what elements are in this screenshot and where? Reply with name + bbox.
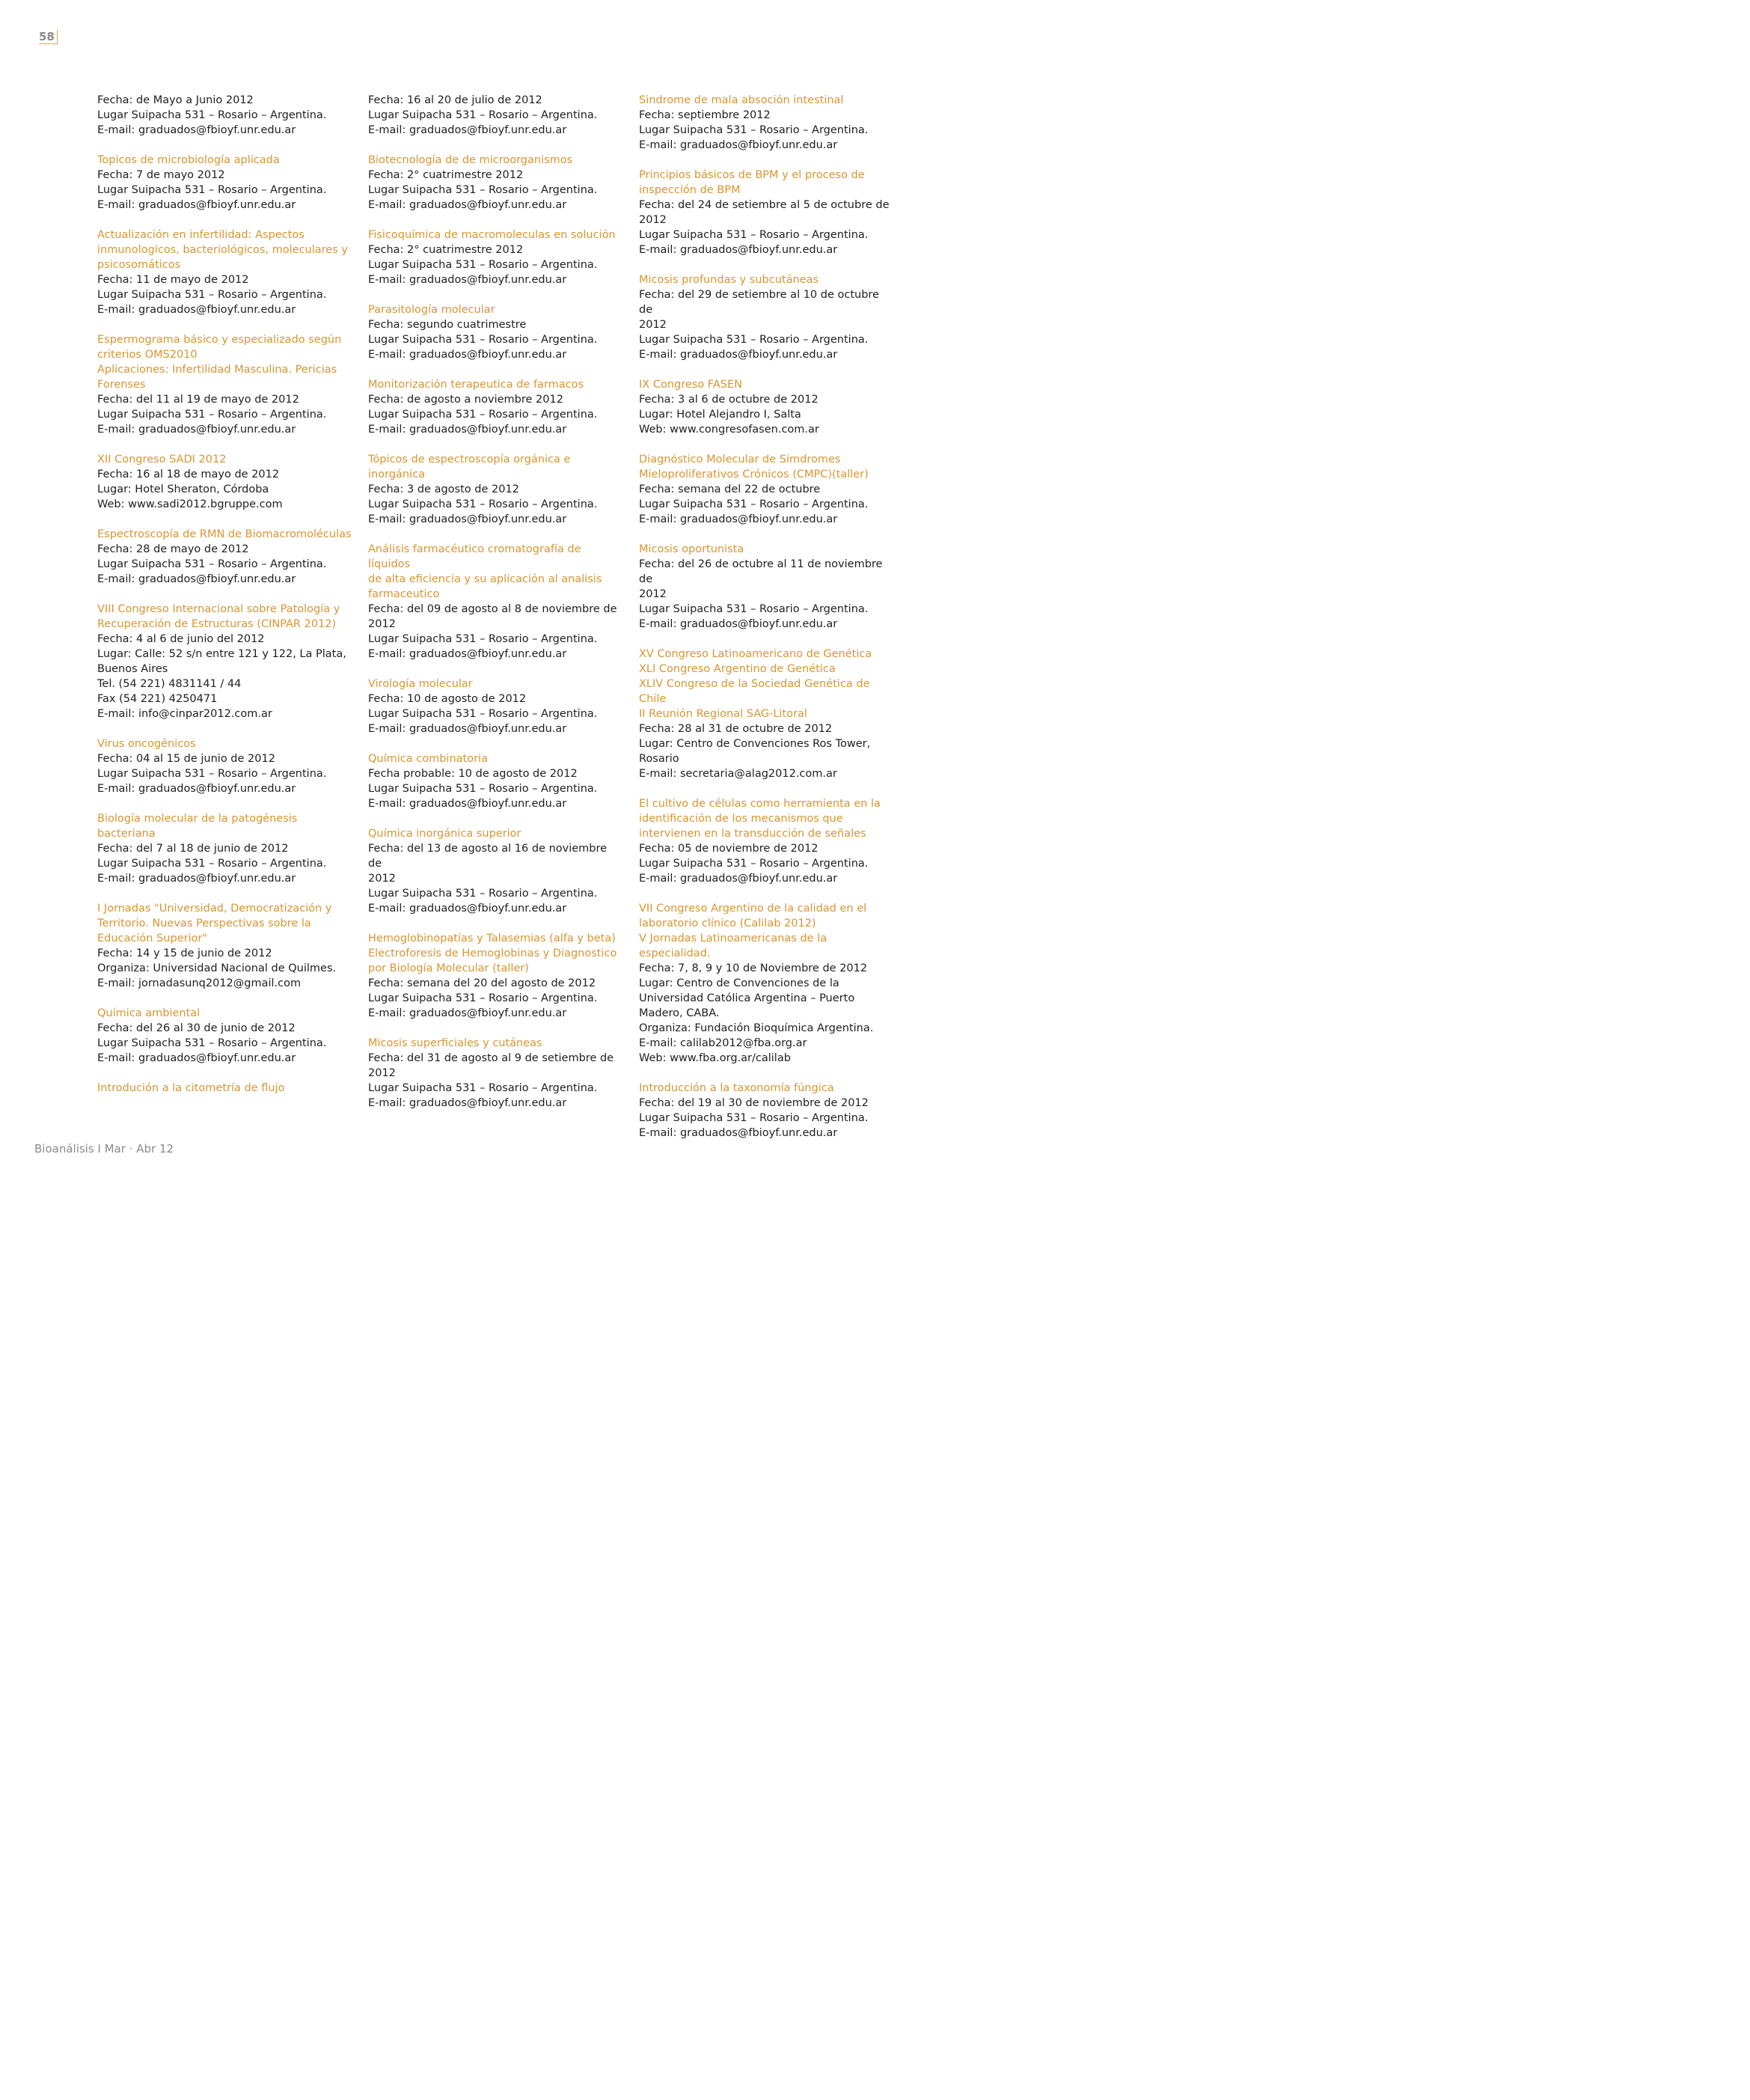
event-title: XLIV Congreso de la Sociedad Genética de Chile	[639, 678, 870, 705]
event-detail: Fecha: 16 al 18 de mayo de 2012	[97, 468, 280, 480]
event-detail: Lugar Suipacha 531 – Rosario – Argentina.	[97, 289, 327, 301]
event-title: Micosis profundas y subcutáneas	[639, 274, 819, 286]
event-entry	[639, 452, 893, 527]
event-detail: Lugar Suipacha 531 – Rosario – Argentina.	[639, 1112, 869, 1124]
event-entry	[368, 751, 622, 811]
event-detail: Fecha: de agosto a noviembre 2012	[368, 394, 563, 406]
event-title: criterios OMS2010	[97, 349, 198, 361]
event-detail: Fecha: 7 de mayo 2012	[97, 169, 225, 181]
event-detail: Lugar Suipacha 531 – Rosario – Argentina.	[368, 888, 598, 900]
event-entry	[97, 736, 352, 796]
page-number: 58	[39, 30, 58, 44]
event-detail: Fecha: segundo cuatrimestre	[368, 319, 527, 331]
event-title: IX Congreso FASEN	[639, 379, 742, 391]
event-detail: Organiza: Fundación Bioquímica Argentina.	[639, 1022, 874, 1034]
event-entry	[97, 527, 352, 587]
event-detail: Lugar Suipacha 531 – Rosario – Argentina.	[368, 184, 598, 196]
event-detail: Lugar: Hotel Sheraton, Córdoba	[97, 483, 269, 495]
event-title: Actualización en infertilidad: Aspectos	[97, 229, 305, 241]
event-detail: 2012	[639, 319, 667, 331]
event-title: XLI Congreso Argentino de Genética	[639, 663, 836, 675]
column-2	[368, 93, 622, 1126]
event-detail: Fecha: del 31 de agosto al 9 de setiembre de	[368, 1052, 614, 1064]
event-detail: Fecha: semana del 22 de octubre	[639, 483, 821, 495]
event-detail: Fecha: 2° cuatrimestre 2012	[368, 244, 524, 256]
event-title: Biología molecular de la patogénesis bacteriana	[97, 813, 298, 840]
event-title: Educación Superior"	[97, 933, 208, 944]
event-entry	[97, 1081, 352, 1096]
event-detail: Lugar: Centro de Convenciones Ros Tower,	[639, 738, 871, 750]
event-detail: Fecha: del 26 de octubre al 11 de noviembre de	[639, 558, 883, 585]
event-title: inspección de BPM	[639, 184, 741, 196]
event-detail: Lugar Suipacha 531 – Rosario – Argentina.	[368, 498, 598, 510]
event-entry	[368, 677, 622, 736]
event-detail: Lugar Suipacha 531 – Rosario – Argentina.	[368, 109, 598, 121]
event-entry	[368, 153, 622, 213]
event-title: Química combinatoria	[368, 753, 488, 765]
event-entry	[368, 1036, 622, 1111]
event-detail: E-mail: graduados@fbioyf.unr.edu.ar	[639, 139, 838, 151]
event-title: VII Congreso Argentino de la calidad en el	[639, 903, 867, 915]
event-detail: Fecha: del 7 al 18 de junio de 2012	[97, 843, 289, 855]
event-detail: E-mail: graduados@fbioyf.unr.edu.ar	[97, 573, 296, 585]
event-entry	[97, 332, 352, 437]
event-detail: E-mail: graduados@fbioyf.unr.edu.ar	[368, 424, 567, 436]
event-detail: Lugar Suipacha 531 – Rosario – Argentina.	[97, 409, 327, 421]
event-detail: E-mail: graduados@fbioyf.unr.edu.ar	[97, 199, 296, 211]
event-detail: E-mail: graduados@fbioyf.unr.edu.ar	[368, 124, 567, 136]
event-entry	[639, 542, 893, 632]
event-title: Química ambiental	[97, 1007, 201, 1019]
event-detail: Lugar Suipacha 531 – Rosario – Argentina.	[97, 1037, 327, 1049]
event-detail: E-mail: graduados@fbioyf.unr.edu.ar	[639, 244, 838, 256]
event-detail: E-mail: graduados@fbioyf.unr.edu.ar	[97, 873, 296, 885]
event-detail: Fecha: del 24 de setiembre al 5 de octubre de	[639, 199, 890, 211]
event-detail: Fecha: de Mayo a Junio 2012	[97, 94, 254, 106]
event-detail: E-mail: graduados@fbioyf.unr.edu.ar	[639, 349, 838, 361]
event-detail: Fax (54 221) 4250471	[97, 693, 218, 705]
event-detail: Fecha: 28 al 31 de octubre de 2012	[639, 723, 833, 735]
event-entry	[639, 377, 893, 437]
event-detail: E-mail: graduados@fbioyf.unr.edu.ar	[639, 873, 838, 885]
event-title: Espermograma básico y especializado según	[97, 334, 342, 346]
event-detail: E-mail: graduados@fbioyf.unr.edu.ar	[368, 199, 567, 211]
event-detail: Fecha: del 26 al 30 de junio de 2012	[97, 1022, 296, 1034]
event-detail: E-mail: graduados@fbioyf.unr.edu.ar	[368, 903, 567, 915]
event-title: Biotecnología de de microorganismos	[368, 154, 573, 166]
event-detail: E-mail: graduados@fbioyf.unr.edu.ar	[368, 798, 567, 810]
event-title: Espectroscopía de RMN de Biomacromoléculas	[97, 528, 352, 540]
event-entry	[97, 811, 352, 886]
event-title: VIII Congreso Internacional sobre Patología y	[97, 603, 340, 615]
event-title: farmaceutico	[368, 588, 440, 600]
event-title: XII Congreso SADI 2012	[97, 454, 227, 466]
event-detail: Lugar Suipacha 531 – Rosario – Argentina.	[368, 409, 598, 421]
event-title: I Jornadas "Universidad, Democratización y	[97, 903, 332, 915]
event-detail: E-mail: graduados@fbioyf.unr.edu.ar	[639, 513, 838, 525]
column-3	[639, 93, 893, 1156]
event-detail: E-mail: graduados@fbioyf.unr.edu.ar	[97, 783, 296, 795]
event-title: Principios básicos de BPM y el proceso de	[639, 169, 865, 181]
event-detail: Tel. (54 221) 4831141 / 44	[97, 678, 242, 690]
event-detail: 2012	[639, 214, 667, 226]
event-detail: Lugar Suipacha 531 – Rosario – Argentina.	[639, 858, 869, 870]
event-title: Fisicoquímica de macromoleculas en solución	[368, 229, 616, 241]
event-title: El cultivo de células como herramienta en la	[639, 798, 881, 810]
event-detail: Fecha: 3 al 6 de octubre de 2012	[639, 394, 819, 406]
event-entry	[639, 272, 893, 362]
event-entry	[97, 228, 352, 317]
event-detail: Lugar Suipacha 531 – Rosario – Argentina.	[639, 334, 869, 346]
event-title: Micosis oportunista	[639, 543, 744, 555]
event-entry	[368, 542, 622, 662]
event-title: XV Congreso Latinoamericano de Genética	[639, 648, 872, 660]
event-detail: E-mail: graduados@fbioyf.unr.edu.ar	[639, 1127, 838, 1139]
event-title: Análisis farmacéutico cromatografía de líquidos	[368, 543, 581, 570]
event-detail: Fecha: semana del 20 del agosto de 2012	[368, 977, 596, 989]
event-detail: E-mail: graduados@fbioyf.unr.edu.ar	[639, 618, 838, 630]
event-detail: Rosario	[639, 753, 679, 765]
event-title: Electroforesis de Hemoglobinas y Diagnostico	[368, 947, 617, 959]
event-detail: Lugar Suipacha 531 – Rosario – Argentina.	[368, 783, 598, 795]
event-detail: Lugar Suipacha 531 – Rosario – Argentina.	[97, 109, 327, 121]
event-entry	[368, 826, 622, 916]
event-detail: Lugar Suipacha 531 – Rosario – Argentina.	[368, 259, 598, 271]
event-title: Forenses	[97, 379, 146, 391]
event-entry	[639, 168, 893, 257]
event-detail: Fecha: del 13 de agosto al 16 de noviembre de	[368, 843, 608, 870]
event-entry	[368, 452, 622, 527]
event-title: Monitorización terapeutica de farmacos	[368, 379, 584, 391]
event-entry	[97, 153, 352, 213]
event-detail: Lugar Suipacha 531 – Rosario – Argentina.	[639, 603, 869, 615]
event-entry	[368, 228, 622, 287]
event-entry	[97, 1006, 352, 1066]
event-title: Diagnóstico Molecular de Simdromes	[639, 454, 841, 466]
event-detail: Fecha: septiembre 2012	[639, 109, 771, 121]
event-entry	[97, 452, 352, 512]
event-detail: Fecha probable: 10 de agosto de 2012	[368, 768, 578, 780]
event-title: identificación de los mecanismos que	[639, 813, 843, 825]
event-detail: Lugar Suipacha 531 – Rosario – Argentina.	[639, 124, 869, 136]
event-detail: Fecha: 7, 8, 9 y 10 de Noviembre de 2012	[639, 962, 868, 974]
event-entry	[368, 377, 622, 437]
event-detail: Web: www.congresofasen.com.ar	[639, 424, 819, 436]
event-detail: E-mail: graduados@fbioyf.unr.edu.ar	[97, 124, 296, 136]
event-detail: Fecha: 2° cuatrimestre 2012	[368, 169, 524, 181]
event-detail: Fecha: del 09 de agosto al 8 de noviembre de	[368, 603, 617, 615]
event-detail: Lugar Suipacha 531 – Rosario – Argentina.	[97, 858, 327, 870]
event-detail: Fecha: 11 de mayo de 2012	[97, 274, 249, 286]
event-detail: E-mail: graduados@fbioyf.unr.edu.ar	[368, 274, 567, 286]
event-entry	[97, 602, 352, 721]
event-title: II Reunión Regional SAG-Litoral	[639, 708, 807, 720]
event-title: Sindrome de mala absoción intestinal	[639, 94, 844, 106]
event-detail: Fecha: del 29 de setiembre al 10 de octubre de	[639, 289, 879, 316]
event-title: Hemoglobinopatías y Talasemias (alfa y beta)	[368, 933, 616, 944]
event-title: Parasitología molecular	[368, 304, 495, 316]
event-detail: Fecha: del 19 al 30 de noviembre de 2012	[639, 1097, 869, 1109]
event-title: psicosomáticos	[97, 259, 181, 271]
event-detail: Lugar Suipacha 531 – Rosario – Argentina.	[368, 633, 598, 645]
event-detail: Fecha: 05 de noviembre de 2012	[639, 843, 819, 855]
event-entry	[97, 901, 352, 991]
event-detail: E-mail: graduados@fbioyf.unr.edu.ar	[368, 1007, 567, 1019]
event-detail: Lugar Suipacha 531 – Rosario – Argentina.	[368, 708, 598, 720]
event-detail: Lugar Suipacha 531 – Rosario – Argentina.	[97, 768, 327, 780]
event-title: V Jornadas Latinoamericanas de la especialidad.	[639, 933, 827, 959]
event-title: Introdución a la citometría de flujo	[97, 1082, 285, 1094]
event-title: por Biología Molecular (taller)	[368, 962, 529, 974]
event-detail: E-mail: graduados@fbioyf.unr.edu.ar	[368, 349, 567, 361]
event-title: de alta eficiencia y su aplicación al analisis	[368, 573, 602, 585]
event-detail: Fecha: 04 al 15 de junio de 2012	[97, 753, 275, 765]
event-detail: Fecha: 14 y 15 de junio de 2012	[97, 947, 272, 959]
event-entry	[639, 93, 893, 153]
event-detail: E-mail: jornadasunq2012@gmail.com	[97, 977, 302, 989]
event-entry	[639, 796, 893, 886]
event-detail: Lugar: Centro de Convenciones de la	[639, 977, 839, 989]
event-entry	[368, 93, 622, 138]
event-detail: Fecha: 28 de mayo de 2012	[97, 543, 249, 555]
event-title: Virología molecular	[368, 678, 473, 690]
event-detail: Lugar: Hotel Alejandro I, Salta	[639, 409, 801, 421]
event-title: laboratorio clínico (Calilab 2012)	[639, 918, 816, 930]
event-detail: Lugar Suipacha 531 – Rosario – Argentina.	[97, 558, 327, 570]
event-title: Topicos de microbiología aplicada	[97, 154, 280, 166]
event-detail: 2012	[368, 618, 396, 630]
event-detail: Lugar Suipacha 531 – Rosario – Argentina.	[368, 992, 598, 1004]
event-title: Mieloproliferativos Crónicos (CMPC)(taller)	[639, 468, 869, 480]
event-detail: E-mail: graduados@fbioyf.unr.edu.ar	[97, 1052, 296, 1064]
event-entry	[639, 647, 893, 781]
event-title: Micosis superficiales y cutáneas	[368, 1037, 542, 1049]
footer-publication: Bioanálisis I Mar · Abr 12	[34, 1142, 174, 1156]
event-detail: Web: www.fba.org.ar/calilab	[639, 1052, 791, 1064]
event-detail: E-mail: graduados@fbioyf.unr.edu.ar	[368, 1097, 567, 1109]
event-detail: Fecha: 16 al 20 de julio de 2012	[368, 94, 542, 106]
event-title: intervienen en la transducción de señales	[639, 828, 866, 840]
event-detail: Madero, CABA.	[639, 1007, 720, 1019]
event-detail: Buenos Aires	[97, 663, 168, 675]
column-1	[97, 93, 352, 1111]
event-detail: 2012	[639, 588, 667, 600]
event-detail: E-mail: graduados@fbioyf.unr.edu.ar	[97, 304, 296, 316]
event-detail: E-mail: info@cinpar2012.com.ar	[97, 708, 272, 720]
event-entry	[639, 901, 893, 1066]
event-title: Virus oncogénicos	[97, 738, 196, 750]
event-entry	[368, 931, 622, 1021]
event-detail: Lugar: Calle: 52 s/n entre 121 y 122, La Plata,	[97, 648, 346, 660]
event-detail: Fecha: 3 de agosto de 2012	[368, 483, 519, 495]
event-title: inorgánica	[368, 468, 425, 480]
event-detail: Fecha: 10 de agosto de 2012	[368, 693, 527, 705]
event-detail: Fecha: del 11 al 19 de mayo de 2012	[97, 394, 299, 406]
event-detail: Lugar Suipacha 531 – Rosario – Argentina.	[639, 229, 869, 241]
event-detail: 2012	[368, 1067, 396, 1079]
event-detail: E-mail: graduados@fbioyf.unr.edu.ar	[97, 424, 296, 436]
event-detail: Lugar Suipacha 531 – Rosario – Argentina.	[368, 334, 598, 346]
event-entry	[97, 93, 352, 138]
event-title: Recuperación de Estructuras (CINPAR 2012)	[97, 618, 337, 630]
event-title: Territorio. Nuevas Perspectivas sobre la	[97, 918, 311, 930]
event-detail: E-mail: calilab2012@fba.org.ar	[639, 1037, 807, 1049]
event-title: Química inorgánica superior	[368, 828, 521, 840]
event-title: inmunologicos, bacteriológicos, moleculares y	[97, 244, 348, 256]
event-detail: Lugar Suipacha 531 – Rosario – Argentina.	[97, 184, 327, 196]
event-entry	[368, 302, 622, 362]
event-detail: Lugar Suipacha 531 – Rosario – Argentina.	[639, 498, 869, 510]
event-detail: Lugar Suipacha 531 – Rosario – Argentina.	[368, 1082, 598, 1094]
event-detail: Universidad Católica Argentina – Puerto	[639, 992, 855, 1004]
event-detail: E-mail: graduados@fbioyf.unr.edu.ar	[368, 648, 567, 660]
event-detail: Web: www.sadi2012.bgruppe.com	[97, 498, 283, 510]
event-title: Introducción a la taxonomía fúngica	[639, 1082, 834, 1094]
event-detail: Fecha: 4 al 6 de junio del 2012	[97, 633, 265, 645]
event-detail: 2012	[368, 873, 396, 885]
event-title: Aplicaciones: Infertilidad Masculina. Pericias	[97, 364, 337, 376]
event-detail: E-mail: graduados@fbioyf.unr.edu.ar	[368, 513, 567, 525]
event-entry	[639, 1081, 893, 1141]
event-detail: E-mail: graduados@fbioyf.unr.edu.ar	[368, 723, 567, 735]
event-title: Tópicos de espectroscopía orgánica e	[368, 454, 571, 466]
event-detail: Organiza: Universidad Nacional de Quilmes.	[97, 962, 337, 974]
event-detail: E-mail: secretaria@alag2012.com.ar	[639, 768, 837, 780]
